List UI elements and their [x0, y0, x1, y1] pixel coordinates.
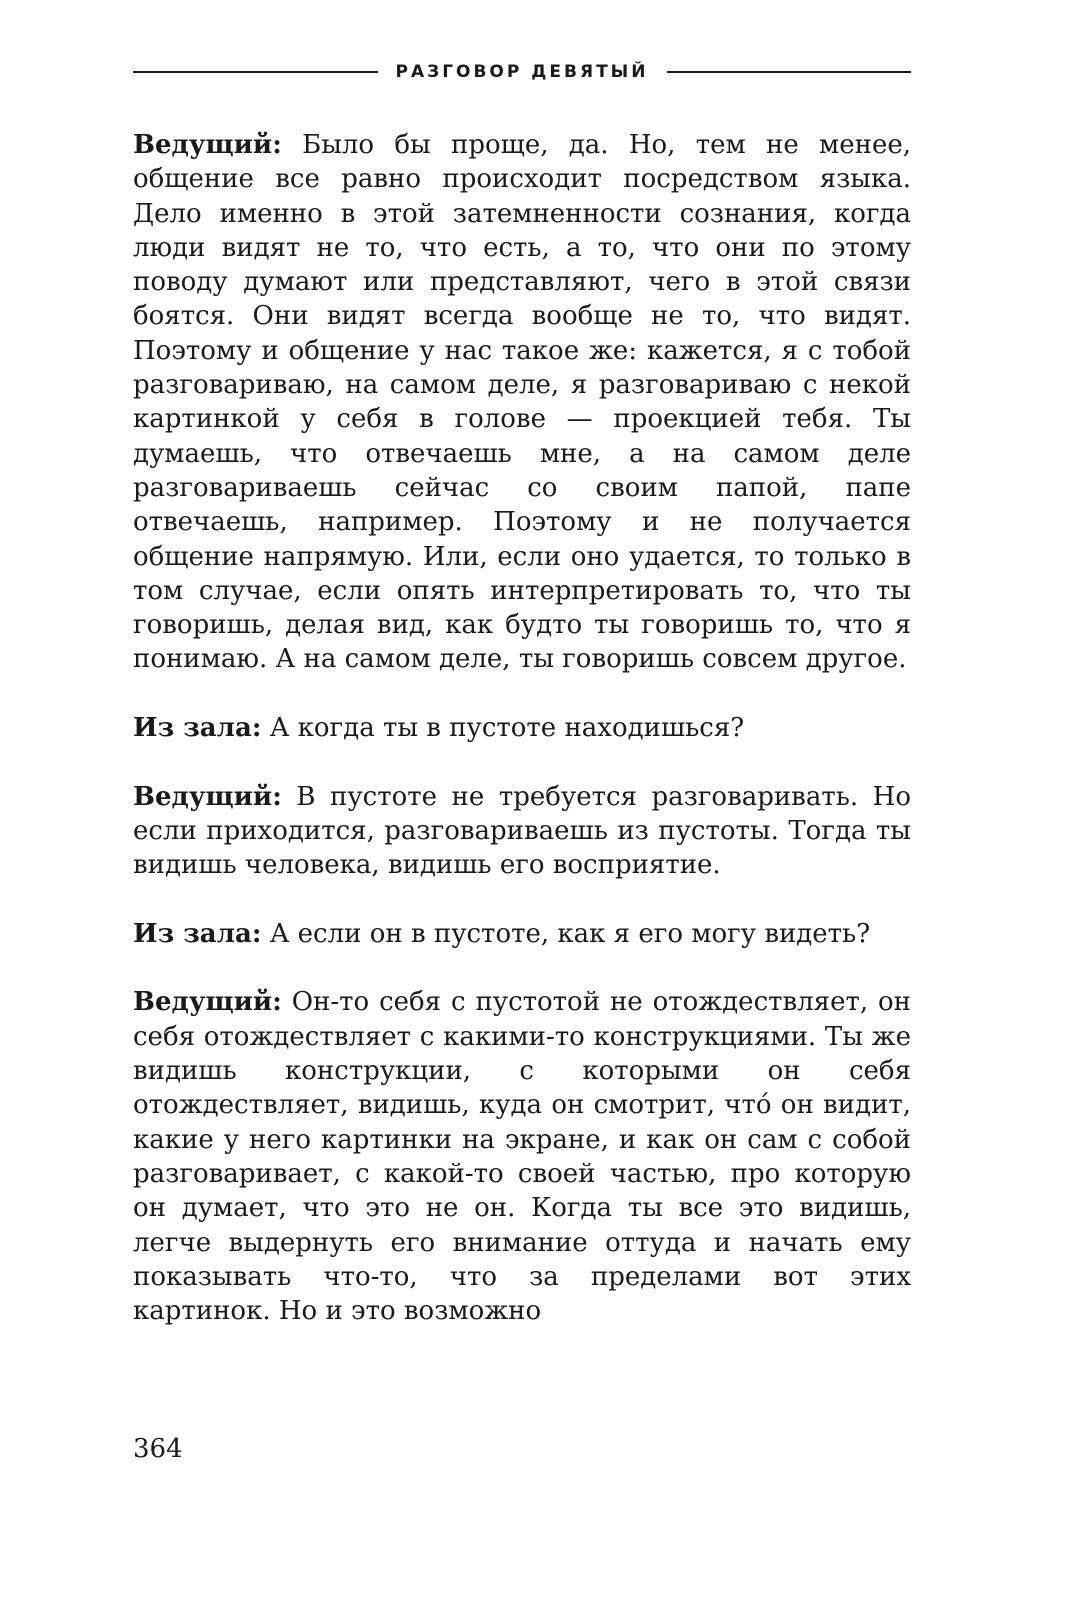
paragraph-4 [133, 917, 911, 951]
running-head [133, 62, 911, 82]
running-head-title: РАЗГОВОР ДЕВЯТЫЙ [395, 62, 649, 82]
speaker-label: Ведущий: [133, 130, 282, 160]
running-head-rule-left [133, 71, 378, 73]
paragraph-3 [133, 780, 911, 883]
running-head-rule-right [667, 71, 912, 73]
paragraph-2 [133, 711, 911, 745]
paragraph-text: А когда ты в пустоте находишься? [269, 713, 745, 744]
paragraph-text: Было бы проще, да. Но, тем не менее, общение все равно происходит посредством языка. Дело именно в этой затемненности сознания, когда люди видят не то, что есть, а то, что они по этому поводу думают или представляют, чего в этой связи боятся. Они видят всегда вообще не то, что видят. Поэтому и общение у нас такое же: кажется, я с тобой разговариваю, на самом деле, я разговариваю с некой картинкой у себя в голове — проекцией тебя. Ты думаешь, что отвечаешь мне, а на самом деле разговариваешь сейчас со своим папой, папе отвечаешь, например. Поэтому и не получается общение напрямую. Или, если оно удается, то только в том случае, если опять интерпретировать то, что ты говоришь, делая вид, как будто ты говоришь то, что я понимаю. А на самом деле, ты говоришь совсем другое. [133, 130, 912, 675]
paragraph-text: Он-то себя с пустотой не отождествляет, он себя отождествляет с какими-то конструкциями. Ты же видишь конструкции, с которыми он себя отождествляет, видишь, куда он смотрит, что́ он видит, какие у него картинки на экране, и как он сам с собой разговаривает, с какой-то своей частью, про которую он думает, что это не он. Когда ты все это видишь, легче выдернуть его внимание оттуда и начать ему показывать что-то, что за пределами вот этих картинок. Но и это возможно [133, 987, 911, 1327]
paragraph-5 [133, 985, 911, 1328]
speaker-label: Из зала: [133, 713, 262, 744]
paragraph-text: А если он в пустоте, как я его могу видеть? [269, 918, 871, 949]
paragraph-text: В пустоте не требуется разговаривать. Но если приходится, разговариваешь из пустоты. Тогда ты видишь человека, видишь его восприятие. [133, 781, 912, 881]
speaker-label: Ведущий: [133, 781, 282, 812]
speaker-label: Ведущий: [133, 987, 282, 1018]
page-number: 364 [133, 1434, 183, 1464]
paragraph-1 [133, 128, 911, 677]
body-text [133, 128, 911, 1328]
speaker-label: Из зала: [133, 918, 262, 949]
